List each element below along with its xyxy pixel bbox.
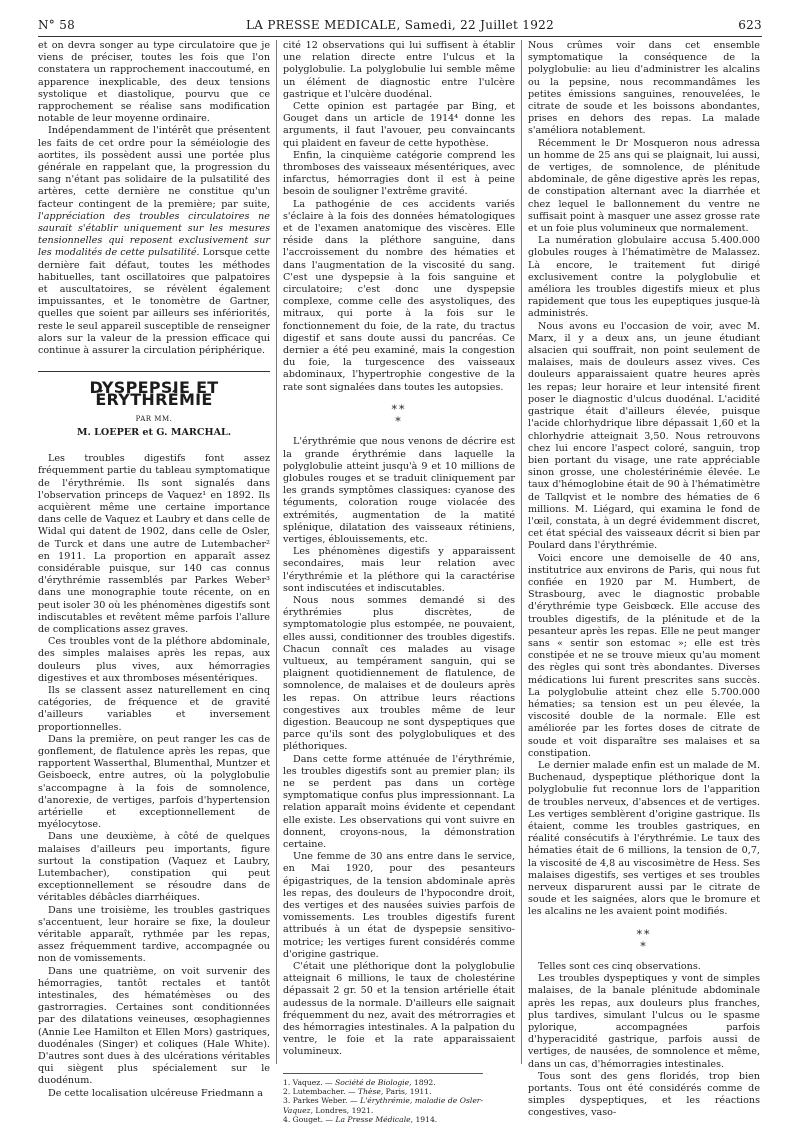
column-divider [276, 40, 277, 1064]
paragraph: Nous crûmes voir dans cet ensemble symptomatique la conséquence de la polyglobulie: au lieu d'administrer les alcalins ou la pepsine, nous recommandâmes les petites émissions sanguines, renouvelées, le citrate de soude et les boissons abondantes, prises en dehors des repas. La malade s'améliora notablement. [528, 40, 760, 137]
paragraph: Dans cette forme atténuée de l'érythrémie, les troubles digestifs sont au premier plan; ils ne se perdent pas dans un cortège symptomatique confus plus impressionnant. La relation apparaît moins évidente et cependant elle existe. Les observations qui vont suivre en donnent, croyons-nous, la démonstration certaine. [283, 753, 515, 850]
column-divider [521, 40, 522, 1064]
paragraph: Nous nous sommes demandé si des érythrémies plus discrètes, de symptomatologie plus estompée, ne pouvaient, elles aussi, conditionner des troubles digestifs. Chacun connaît ces malades au visage vultueux, au tempérament sanguin, qui se plaignent quotidiennement de flatulence, de somnolence, de malaises et de douleurs après les repas. On attribue leurs réactions congestives aux troubles même de leur digestion. Beaucoup ne sont dyspeptiques que parce qu'ils sont des polyglobuliques et des pléthoriques. [283, 594, 515, 753]
paragraph: Dans une troisième, les troubles gastriques s'accentuent, leur horaire se fixe, la douleur véritable apparaît, rythmée par les repas, assez fréquemment tardive, accompagnée ou non de vomissements. [38, 904, 270, 965]
article-authors: M. LOEPER et G. MARCHAL. [76, 426, 232, 438]
paragraph: Dans une deuxième, à côté de quelques malaises d'ailleurs peu importants, figure surtout la constipation (Vaquez et Laubry, Lutembacher), constipation qui peut exceptionnellement se résoudre dans de véritables débâcles diarrhéiques. [38, 831, 270, 904]
paragraph: Une femme de 30 ans entre dans le service, en Mai 1920, pour des pesanteurs épigastriques, de la tension abdominale après les repas, des douleurs de l'hypocondre droit, des vertiges et des nausées suivies parfois de vomissements. Les troubles digestifs furent attribués à un état de dyspepsie sensitivo-motrice; les vertiges furent considérés comme d'origine gastrique. [283, 851, 515, 960]
paragraph: cité 12 observations qui lui suffisent à établir une relation directe entre l'ulcus et la polyglobulie. La polyglobulie lui semble même un élément de diagnostic entre l'ulcère gastrique et l'ulcère duodénal. [283, 40, 515, 100]
footnote: 3. Parkes Weber. — L'érythrémie, maladie de Osler-Vaquez, Londres, 1921. [283, 1096, 484, 1115]
page-header [38, 18, 762, 38]
column-3 [528, 40, 760, 1120]
paragraph: Ils se classent assez naturellement en cinq catégories, de fréquence et de gravité d'ailleurs variables et inversement proportionnelles. [38, 684, 270, 733]
paragraph: Les troubles digestifs font assez fréquemment partie du tableau symptomatique de l'érythrémie. Ils sont signalés dans l'observation princeps de Vaquez¹ en 1892. Ils acquièrent même une certaine importance dans celle de Vaquez et Laubry et dans celle de Widal qui datent de 1902, dans celle de Osler, de Turck et dans une autre de Lutembacher² en 1911. La proportion en apparaît assez considérable puisque, sur 140 cas connus d'érythrémie rassemblés par Parkes Weber³ dans une monographie toute récente, on en peut isoler 30 où les phénomènes digestifs sont indiscutables et revêtent même parfois l'allure de complications assez graves. [38, 453, 270, 635]
page-number: 623 [738, 18, 762, 32]
column-2 [283, 40, 515, 1125]
footnote: 1. Vaquez. — Société de Biologie, 1892. [283, 1077, 436, 1087]
article-title: DYSPEPSIE ET ÉRYTHRÉMIE [38, 371, 270, 406]
paragraph: Les phénomènes digestifs y apparaissent secondaires, mais leur relation avec l'érythrémie et la pléthore qui la caractérise sont indiscutées et indiscutables. [283, 546, 515, 594]
footnote: 4. Gouget. — La Presse Médicale, 1914. [283, 1115, 438, 1125]
paragraph: La numération globulaire accusa 5.400.000 globules rouges à l'hématimètre de Malassez. Là encore, le traitement fut dirigé exclusivement contre la polyglobulie et améliora les troubles digestifs mieux et plus rapidement que tous les eupeptiques jusque-là administrés. [528, 235, 760, 320]
paragraph: Ces troubles vont de la pléthore abdominale, des simples malaises après les repas, aux douleurs plus vives, aux hémorragies digestives et aux thromboses mésentériques. [38, 636, 270, 684]
paragraph: Telles sont ces cinq observations. [538, 961, 701, 973]
header-rule [38, 36, 762, 37]
journal-title: LA PRESSE MEDICALE, Samedi, 22 Juillet 1922 [245, 18, 555, 32]
paragraph: Nous avons eu l'occasion de voir, avec M. Marx, il y a deux ans, un jeune étudiant alsacien qui souffrait, non point seulement de malaises, mais de douleurs assez vives. Ces douleurs apparaissaient quatre heures après les repas; leur horaire et leur intensité firent poser le diagnostic d'ulcus duodénal. L'acidité gastrique était d'ailleurs élevée, puisque l'acide chlorhydrique libre dépassait 1,60 et la chlorhydrie atteignait 3,50. Nous retrouvons chez lui encore l'aspect coloré, sanguin, trop bien portant du visage, une rate appréciable sinon grosse, une cholestérinémie élevée. Le taux d'hémoglobine était de 90 à l'hématimètre de Tallqvist et le nombre des hématies de 6 millions. M. Liégard, qui examina le fond de l'œil, constata, à un degré évidemment discret, cet état spécial des vaisseaux décrit si bien par Poulard dans l'érythrémie. [528, 320, 760, 552]
paragraph: De cette localisation ulcéreuse Friedmann a [48, 1087, 264, 1099]
footnote: 2. Lutembacher. — Thèse, Paris, 1911. [283, 1087, 432, 1097]
paragraph: Cette opinion est partagée par Bing, et Gouget dans un article de 1914⁴ donne les arguments, il faut l'avouer, peu convaincants qui plaident en faveur de cette hypothèse. [283, 101, 515, 149]
paragraph: Voici encore une demoiselle de 40 ans, institutrice aux environs de Paris, qui nous fut confiée en 1920 par M. Humbert, de Strasbourg, avec le diagnostic probable d'érythrémie type Geisbœck. Elle accuse des troubles digestifs, de la plénitude et de la pesanteur après les repas. Elle ne peut manger sans « sentir son estomac »; elle est très constipée et ne se trouve mieux qu'au moment des règles qui sont très abondantes. Diverses médications lui furent prescrites sans succès. La polyglobulie atteint chez elle 5.700.000 hématies; sa tension est un peu élevée, la viscosité double de la normale. Elle est améliorée par les fortes doses de citrate de soude et voit disparaître ses malaises et sa constipation. [528, 552, 760, 759]
column-1 [38, 40, 270, 1100]
issue-number: N° 58 [38, 18, 76, 32]
paragraph: et on devra songer au type circulatoire que je viens de préciser, toutes les fois que l'on constatera un rapprochement inaccoutumé, en apparence inexplicable, des deux tensions systolique et diastolique, pourvu que ce rapprochement se réalise sans modification notable de leur moyenne ordinaire. [38, 40, 270, 125]
paragraph: La pathogénie de ces accidents variés s'éclaire à la fois des données hématologiques et de l'examen anatomique des viscères. Elle réside dans la pléthore sanguine, dans l'accroissement du nombre des hématies et dans l'augmentation de la viscosité du sang. C'est une dyspepsie à la fois sanguine et circulatoire; c'est donc une dyspepsie complexe, comme celle des asystoliques, des mitraux, qui porte à la fois sur le fonctionnement du foie, de la rate, du tractus digestif et sans doute aussi du pancréas. Ce dernier a été peu examiné, mais la congestion du foie, la turgescence des vaisseaux abdominaux, l'hypertrophie congestive de la rate sont signalées dans toutes les autopsies. [283, 198, 515, 393]
byline-par: PAR MM. [135, 414, 173, 423]
paragraph: Dans la première, on peut ranger les cas de gonflement, de flatulence après les repas, que rapportent Wasserthal, Blumenthal, Muntzer et Geisboeck, entre autres, où la polyglobulie s'accompagne à la fois de somnolence, d'anorexie, de vertiges, parfois d'hypertension artérielle et exceptionnellement de myélocytose. [38, 733, 270, 831]
paragraph: Indépendamment de l'intérêt que présentent les faits de cet ordre pour la séméiologie des aortites, ils possèdent aussi une portée plus générale en rappelant que, la progression du sang n'étant pas solidaire de la pulsatilité des artères, cette dernière ne constitue qu'un facteur contingent de la première; par suite, l'appréciation des troubles circulatoires ne saurait s'établir uniquement sur les mesures tensionnelles qui reposent exclusivement sur les modalités de cette pulsatilité. Lorsque cette dernière fait défaut, toutes les méthodes habituelles, tant oscillatoires que palpatoires et auscultatoires, se révèlent également impuissantes, et le tonomètre de Gartner, quelles que soient par ailleurs ses infériorités, reste le seul appareil susceptible de renseigner alors sur la valeur de la pression efficace qui continue à assurer la circulation périphérique. [38, 125, 270, 357]
paragraph: C'était une pléthorique dont la polyglobulie atteignait 6 millions, le taux de cholestérine dépassait 2 gr. 50 et la tension artérielle était audessus de la normale. D'ailleurs elle saignait fréquemment du nez, avait des métrorragies et des hémorragies intestinales. A la palpation du ventre, le foie et la rate apparaissaient volumineux. [283, 961, 515, 1058]
paragraph: Récemment le Dr Mosqueron nous adressa un homme de 25 ans qui se plaignait, lui aussi, de vertiges, de somnolence, de plénitude abdominale, de gêne digestive après les repas, de constipation alternant avec la diarrhée et chez lequel le ballonnement du ventre ne suffisait point à masquer une assez grosse rate et un foie plus volumineux que normalement. [528, 137, 760, 235]
paragraph: Enfin, la cinquième catégorie comprend les thromboses des vaisseaux mésentériques, avec infarctus, hémorragies dont il est à peine besoin de souligner l'extrême gravité. [283, 149, 515, 198]
section-separator-stars: ** * [391, 402, 407, 429]
paragraph: L'érythrémie que nous venons de décrire est la grande érythrémie dans laquelle la polyglobulie atteint jusqu'à 9 et 10 millions de globules rouges et se traduit cliniquement par les grands symptômes classiques: cyanose des téguments, coloration rouge violacée des extrémités, augmentation de la matité splénique, dilatation des vaisseaux rétiniens, vertiges, éblouissements, etc. [283, 436, 515, 545]
paragraph: Les troubles dyspeptiques y vont de simples malaises, de la banale plénitude abdominale après les repas, aux douleurs plus franches, plus tardives, simulant l'ulcus ou le spasme pylorique, accompagnées parfois d'hyperacidité gastrique, parfois aussi de vertiges, de nausées, de somnolence et même, dans un cas, d'hémorragies intestinales. [528, 973, 760, 1070]
paragraph: Le dernier malade enfin est un malade de M. Buchenaud, dyspeptique pléthorique dont la polyglobulie fut reconnue lors de l'apparition de troubles nerveux, d'absences et de vertiges. Les vertiges semblèrent d'origine gastrique. Ils étaient, comme les troubles gastriques, en réalité consécutifs à l'érythrémie. Le taux des hématies était de 6 millions, la tension de 0,7, la viscosité de 4,8 au viscosimètre de Hess. Ses malaises digestifs, ses vertiges et ses troubles nerveux disparurent aussi par le citrate de soude et les saignées, alors que le bromure et les alcalins ne les avaient point modifiés. [528, 759, 760, 918]
paragraph: Dans une quatrième, on voit survenir des hémorragies, tantôt rectales et tantôt intestinales, des hématémèses ou des gastrorragies. Certaines sont conditionnées par des dilatations veineuses, œsophagiennes (Annie Lee Hamilton et Ellen Mors) gastriques, duodénales (Singer) et coliques (Hale White). D'autres sont dues à des ulcérations véritables qui siègent plus spécialement sur le duodénum. [38, 965, 270, 1087]
footnotes [283, 1073, 483, 1125]
paragraph: Tous sont des gens floridés, trop bien portants. Tous ont été considérés comme de simples dyspeptiques, et les réactions congestives, vaso- [528, 1070, 760, 1119]
section-separator-stars: ** * [636, 927, 652, 953]
